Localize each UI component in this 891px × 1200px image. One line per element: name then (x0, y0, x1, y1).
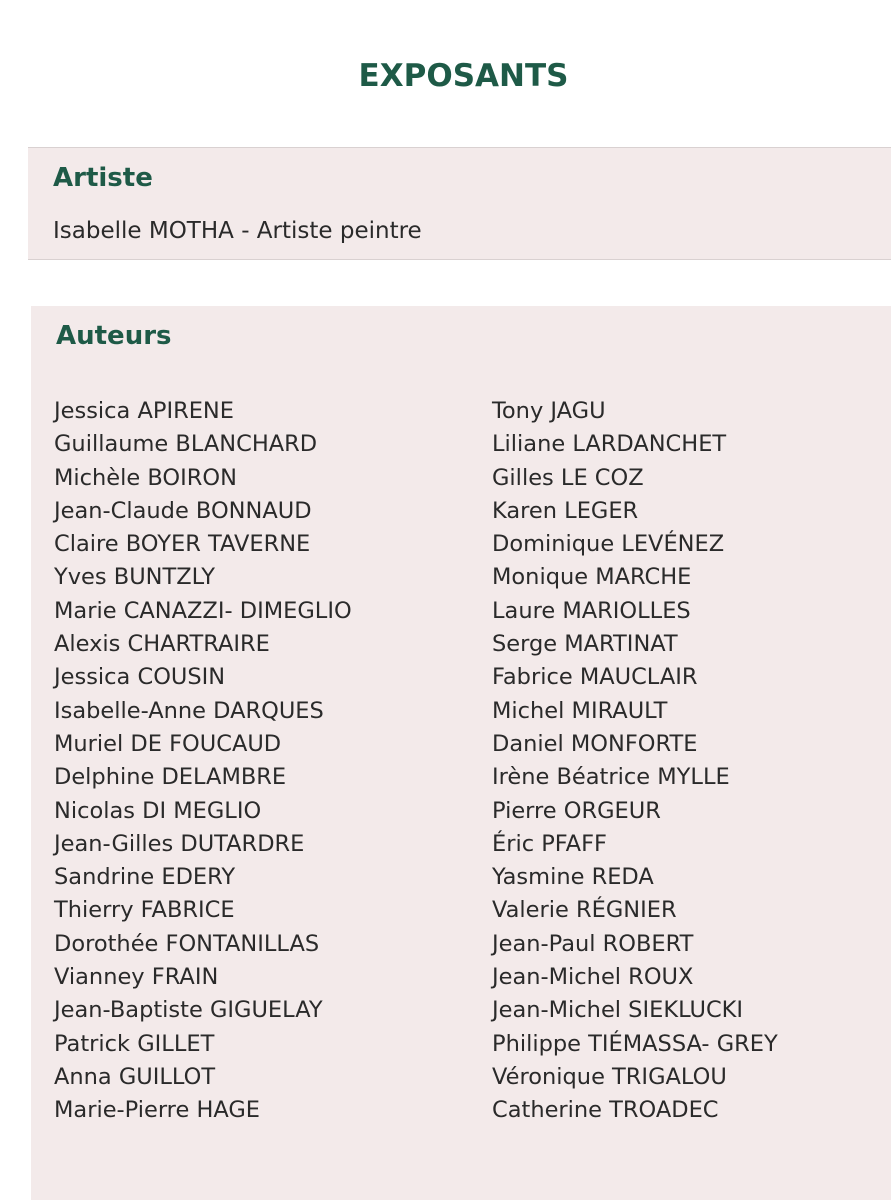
author-name: Muriel DE FOUCAUD (54, 730, 282, 757)
author-name: Nicolas DI MEGLIO (54, 797, 262, 824)
author-name: Jean-Paul ROBERT (492, 930, 694, 957)
author-name: Marie-Pierre HAGE (54, 1097, 261, 1124)
author-name: Laure MARIOLLES (492, 597, 691, 624)
author-name: Alexis CHARTRAIRE (54, 631, 270, 658)
author-name: Delphine DELAMBRE (54, 764, 287, 791)
author-name: Patrick GILLET (54, 1030, 215, 1057)
author-name: Pierre ORGEUR (492, 797, 661, 824)
author-name: Jean-Baptiste GIGUELAY (54, 997, 323, 1024)
author-name: Dorothée FONTANILLAS (54, 930, 320, 957)
author-name: Michèle BOIRON (54, 464, 237, 491)
author-name: Jean-Michel ROUX (492, 964, 694, 991)
author-name: Catherine TROADEC (492, 1097, 719, 1124)
author-name: Karen LEGER (492, 497, 639, 524)
author-name: Michel MIRAULT (492, 697, 668, 724)
author-name: Jessica COUSIN (54, 664, 226, 691)
author-name: Dominique LEVÉNEZ (492, 531, 725, 558)
page-title: EXPOSANTS (358, 58, 569, 94)
author-name: Sandrine EDERY (54, 864, 236, 891)
author-name: Thierry FABRICE (54, 897, 235, 924)
author-name: Yves BUNTZLY (54, 564, 215, 591)
author-name: Fabrice MAUCLAIR (492, 664, 698, 691)
authors-column-left (54, 395, 352, 1128)
authors-column-right (492, 395, 778, 1128)
author-name: Vianney FRAIN (54, 964, 219, 991)
author-name: Isabelle-Anne DARQUES (54, 697, 324, 724)
author-name: Irène Béatrice MYLLE (492, 764, 730, 791)
artiste-entry: Isabelle MOTHA - Artiste peintre (53, 218, 422, 244)
author-name: Jessica APIRENE (54, 398, 234, 424)
author-name: Jean-Gilles DUTARDRE (54, 830, 305, 857)
author-name: Éric PFAFF (492, 830, 607, 857)
auteurs-section (31, 306, 891, 1200)
artiste-section (28, 147, 891, 260)
author-name: Monique MARCHE (492, 564, 692, 591)
artiste-heading: Artiste (53, 163, 153, 193)
author-name: Guillaume BLANCHARD (54, 431, 318, 458)
author-name: Tony JAGU (492, 398, 606, 424)
author-name: Philippe TIÉMASSA- GREY (492, 1030, 778, 1057)
author-name: Serge MARTINAT (492, 631, 678, 658)
author-name: Liliane LARDANCHET (492, 431, 727, 458)
author-name: Véronique TRIGALOU (492, 1063, 727, 1090)
author-name: Marie CANAZZI- DIMEGLIO (54, 597, 352, 624)
author-name: Valerie RÉGNIER (492, 897, 677, 924)
author-name: Gilles LE COZ (492, 464, 644, 491)
author-name: Claire BOYER TAVERNE (54, 531, 311, 558)
author-name: Yasmine REDA (492, 864, 654, 891)
author-name: Daniel MONFORTE (492, 730, 698, 757)
author-name: Anna GUILLOT (54, 1063, 216, 1090)
auteurs-heading: Auteurs (56, 321, 172, 351)
author-name: Jean-Michel SIEKLUCKI (492, 997, 744, 1024)
author-name: Jean-Claude BONNAUD (54, 497, 312, 524)
